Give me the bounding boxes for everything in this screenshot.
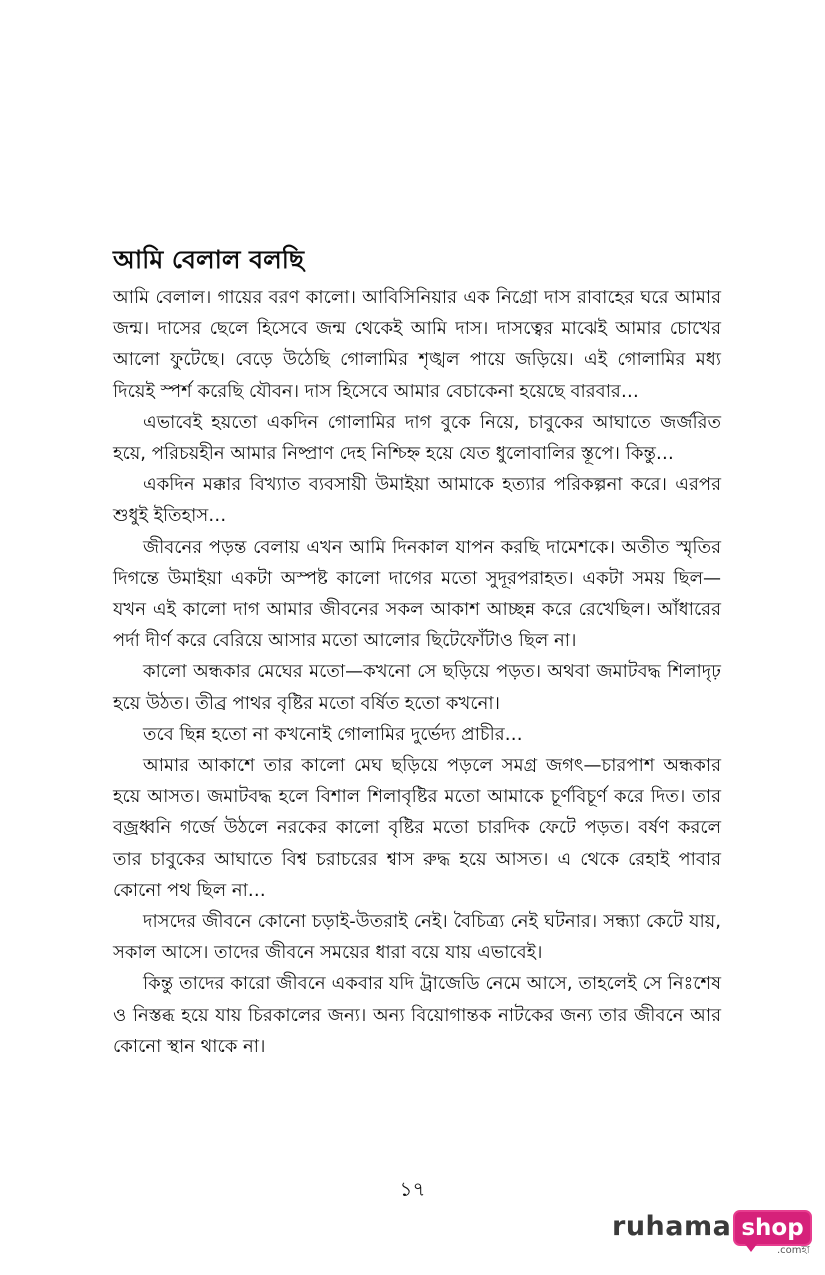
paragraph-1: আমি বেলাল। গায়ের বরণ কালো। আবিসিনিয়ার এক নিগ্রো দাস রাবাহের ঘরে আমার জন্ম। দাসের ছেলে হিসেবে জন্ম থেকেই আমি দাস। দাসত্বের মাঝেই আমার চোখের আলো ফুটেছে। বেড়ে উঠেছি গোলামির শৃঙ্খল পায়ে জড়িয়ে। এই গোলামির মধ্য দিয়েই স্পর্শ করেছি যৌবন। দাস হিসেবে আমার বেচাকেনা হয়েছে বারবার… <box>113 287 721 402</box>
paragraph-3: একদিন মক্কার বিখ্যাত ব্যবসায়ী উমাইয়া আমাকে হত্যার পরিকল্পনা করে। এরপর শুধুই ইতিহাস… <box>113 474 721 527</box>
paragraph-8: দাসদের জীবনে কোনো চড়াই-উতরাই নেই। বৈচিত্র্য নেই ঘটনার। সন্ধ্যা কেটে যায়, সকাল আসে। তাদের জীবনে সময়ের ধারা বয়ে যায় এভাবেই। <box>113 911 721 964</box>
logo-shop-badge <box>733 1210 811 1256</box>
paragraph-6: তবে ছিন্ন হতো না কখনোই গোলামির দুর্ভেদ্য প্রাচীর… <box>143 723 523 745</box>
logo-brand-name: ruhama <box>612 1211 732 1242</box>
speech-bubble-tail-icon <box>745 1244 757 1252</box>
paragraph-4: জীবনের পড়ন্ত বেলায় এখন আমি দিনকাল যাপন করছি দামেশকে। অতীত স্মৃতির দিগন্তে উমাইয়া একটা অস্পষ্ট কালো দাগের মতো সুদূরপরাহত। একটা সময় ছিল—যখন এই কালো দাগ আমার জীবনের সকল আকাশ আচ্ছন্ন করে রেখেছিল। আঁধারের পর্দা দীর্ণ করে বেরিয়ে আসার মতো আলোর ছিটেফোঁটাও ছিল না। <box>113 536 721 652</box>
logo-shop-text: shop <box>733 1210 811 1246</box>
paragraph-2: এভাবেই হয়তো একদিন গোলামির দাগ বুকে নিয়ে, চাবুকের আঘাতে জর্জরিত হয়ে, পরিচয়হীন আমার নিষ্প্রাণ দেহ নিশ্চিহ্ন হয়ে যেত ধুলোবালির স্তূপে। কিন্তু… <box>113 411 721 465</box>
paragraph-7: আমার আকাশে তার কালো মেঘ ছড়িয়ে পড়লে সমগ্র জগৎ—চারপাশ অন্ধকার হয়ে আসত। জমাটবদ্ধ হলে বিশাল শিলাবৃষ্টির মতো আমাকে চূর্ণবিচূর্ণ করে দিত। তার বজ্রধ্বনি গর্জে উঠলে নরকের কালো বৃষ্টির মতো চারদিক ফেটে পড়ত। বর্ষণ করলে তার চাবুকের আঘাতে বিশ্ব চরাচরের শ্বাস রুদ্ধ হয়ে আসত। এ থেকে রেহাই পাবার কোনো পথ ছিল না… <box>113 755 721 901</box>
paragraph-9: কিন্তু তাদের কারো জীবনে একবার যদি ট্রাজেডি নেমে আসে, তাহলেই সে নিঃশেষ ও নিস্তব্ধ হয়ে যায় চিরকালের জন্য। অন্য বিয়োগান্তক নাটকের জন্য তার জীবনে আর কোনো স্থান থাকে না। <box>113 973 721 1057</box>
logo-domain: .comহা <box>776 1245 810 1256</box>
ruhamashop-logo <box>612 1210 812 1256</box>
chapter-title: আমি বেলাল বলছি <box>113 245 305 274</box>
paragraph-5: কালো অন্ধকার মেঘের মতো—কখনো সে ছড়িয়ে পড়ত। অথবা জমাটবদ্ধ শিলাদৃঢ় হয়ে উঠত। তীব্র পাথর বৃষ্টির মতো বর্ষিত হতো কখনো। <box>113 661 721 714</box>
page-number: ১৭ <box>399 1177 426 1201</box>
page-content <box>113 242 721 1062</box>
